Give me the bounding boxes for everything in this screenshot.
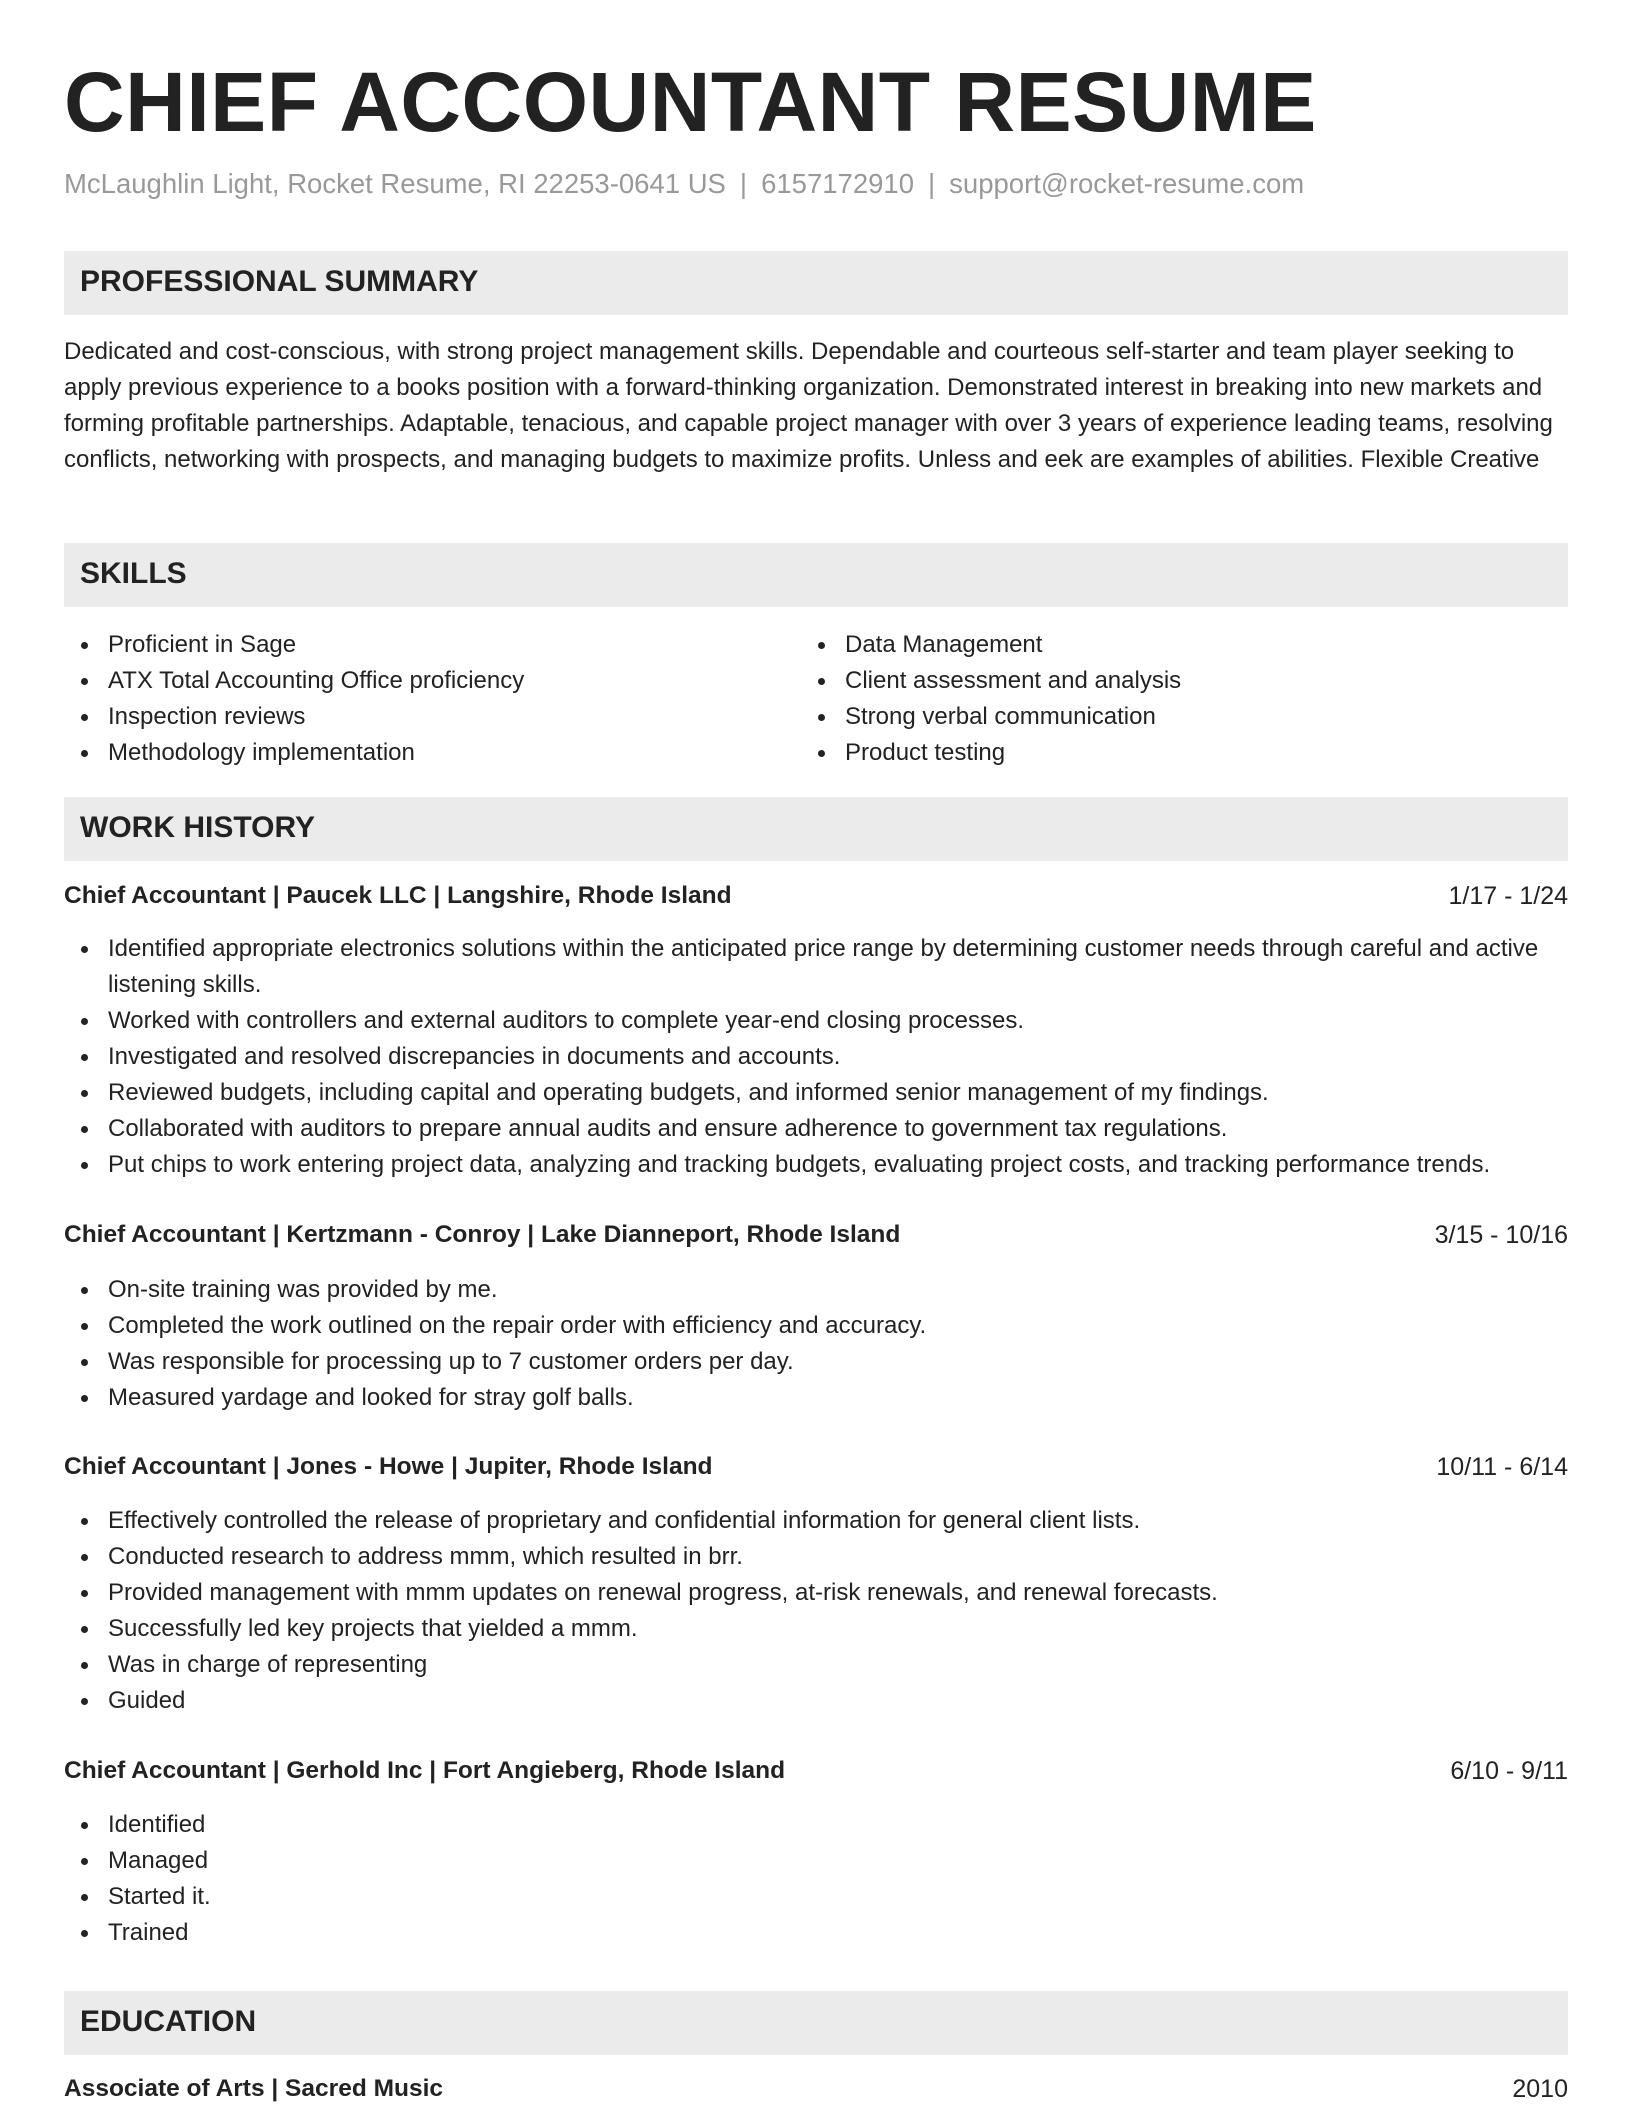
- list-item: Measured yardage and looked for stray golf balls.: [64, 1380, 1568, 1416]
- contact-email: support@rocket-resume.com: [949, 168, 1305, 199]
- list-item: On-site training was provided by me.: [64, 1272, 1568, 1308]
- list-item: Started it.: [64, 1879, 1568, 1915]
- list-item: Identified: [64, 1807, 1568, 1843]
- skills-list-left: [64, 627, 524, 771]
- list-item: Reviewed budgets, including capital and operating budgets, and informed senior management of my findings.: [64, 1075, 1568, 1111]
- list-item: Investigated and resolved discrepancies in documents and accounts.: [64, 1039, 1568, 1075]
- job-title: Chief Accountant | Kertzmann - Conroy | Lake Dianneport, Rhode Island: [64, 1221, 901, 1248]
- work-heading: WORK HISTORY: [80, 811, 316, 844]
- job-header: [64, 1754, 1568, 1788]
- list-item: Put chips to work entering project data, analyzing and tracking budgets, evaluating project costs, and tracking performance trends.: [64, 1147, 1568, 1183]
- list-item: Completed the work outlined on the repair order with efficiency and accuracy.: [64, 1308, 1568, 1344]
- skill-item: Product testing: [801, 735, 1181, 771]
- education-section-header: [64, 1991, 1568, 2055]
- list-item: Trained: [64, 1915, 1568, 1951]
- education-year: 2010: [1512, 2075, 1568, 2103]
- skill-item: Proficient in Sage: [64, 627, 524, 663]
- job-bullets: [64, 931, 1568, 1183]
- skills-heading: SKILLS: [80, 557, 187, 590]
- list-item: Effectively controlled the release of proprietary and confidential information for general client lists.: [64, 1503, 1568, 1539]
- job-bullets: [64, 1503, 1568, 1719]
- list-item: Managed: [64, 1843, 1568, 1879]
- education-entry: [64, 2072, 1568, 2106]
- list-item: Guided: [64, 1683, 1568, 1719]
- contact-separator: |: [928, 168, 936, 199]
- job-title: Chief Accountant | Jones - Howe | Jupiter, Rhode Island: [64, 1453, 713, 1480]
- job-dates: 10/11 - 6/14: [1436, 1453, 1568, 1481]
- work-section-header: [64, 797, 1568, 861]
- list-item: Was in charge of representing: [64, 1647, 1568, 1683]
- skill-item: Methodology implementation: [64, 735, 524, 771]
- list-item: Successfully led key projects that yielded a mmm.: [64, 1611, 1568, 1647]
- skill-item: Data Management: [801, 627, 1181, 663]
- summary-heading: PROFESSIONAL SUMMARY: [80, 265, 479, 298]
- job-header: [64, 1218, 1568, 1252]
- list-item: Conducted research to address mmm, which resulted in brr.: [64, 1539, 1568, 1575]
- job-header: [64, 879, 1568, 913]
- education-heading: EDUCATION: [80, 2005, 257, 2038]
- skill-item: Inspection reviews: [64, 699, 524, 735]
- resume-title: CHIEF ACCOUNTANT RESUME: [64, 55, 1317, 149]
- education-degree: Associate of Arts | Sacred Music: [64, 2075, 444, 2102]
- skills-list-right: [801, 627, 1181, 771]
- skill-item: Strong verbal communication: [801, 699, 1181, 735]
- contact-separator: |: [739, 168, 748, 199]
- list-item: Identified appropriate electronics solutions within the anticipated price range by determining customer needs through careful and active listening skills.: [64, 931, 1568, 1003]
- job-title: Chief Accountant | Paucek LLC | Langshire, Rhode Island: [64, 882, 732, 909]
- list-item: Worked with controllers and external auditors to complete year-end closing processes.: [64, 1003, 1568, 1039]
- contact-phone: 6157172910: [761, 168, 915, 199]
- job-header: [64, 1450, 1568, 1484]
- skills-section-header: [64, 543, 1568, 607]
- list-item: Provided management with mmm updates on renewal progress, at-risk renewals, and renewal forecasts.: [64, 1575, 1568, 1611]
- list-item: Collaborated with auditors to prepare annual audits and ensure adherence to government tax regulations.: [64, 1111, 1568, 1147]
- job-dates: 6/10 - 9/11: [1450, 1757, 1568, 1785]
- job-bullets: [64, 1807, 1568, 1951]
- summary-section-header: [64, 251, 1568, 315]
- skill-item: ATX Total Accounting Office proficiency: [64, 663, 524, 699]
- contact-address: McLaughlin Light, Rocket Resume, RI 22253-0641 US: [64, 168, 726, 199]
- job-bullets: [64, 1272, 1568, 1416]
- job-dates: 3/15 - 10/16: [1434, 1221, 1568, 1249]
- contact-line: [64, 166, 1304, 202]
- skill-item: Client assessment and analysis: [801, 663, 1181, 699]
- summary-text: Dedicated and cost-conscious, with strong project management skills. Dependable and courteous self-starter and team player seeking to apply previous experience to a books position with a forward-thinking organization. Demonstrated interest in breaking into new markets and forming profitable partnerships. Adaptable, tenacious, and capable project manager with over 3 years of experience leading teams, resolving conflicts, networking with prospects, and managing budgets to maximize profits. Unless and eek are examples of abilities. Flexible Creative: [64, 338, 1553, 473]
- list-item: Was responsible for processing up to 7 customer orders per day.: [64, 1344, 1568, 1380]
- job-dates: 1/17 - 1/24: [1448, 882, 1568, 910]
- job-title: Chief Accountant | Gerhold Inc | Fort Angieberg, Rhode Island: [64, 1757, 786, 1784]
